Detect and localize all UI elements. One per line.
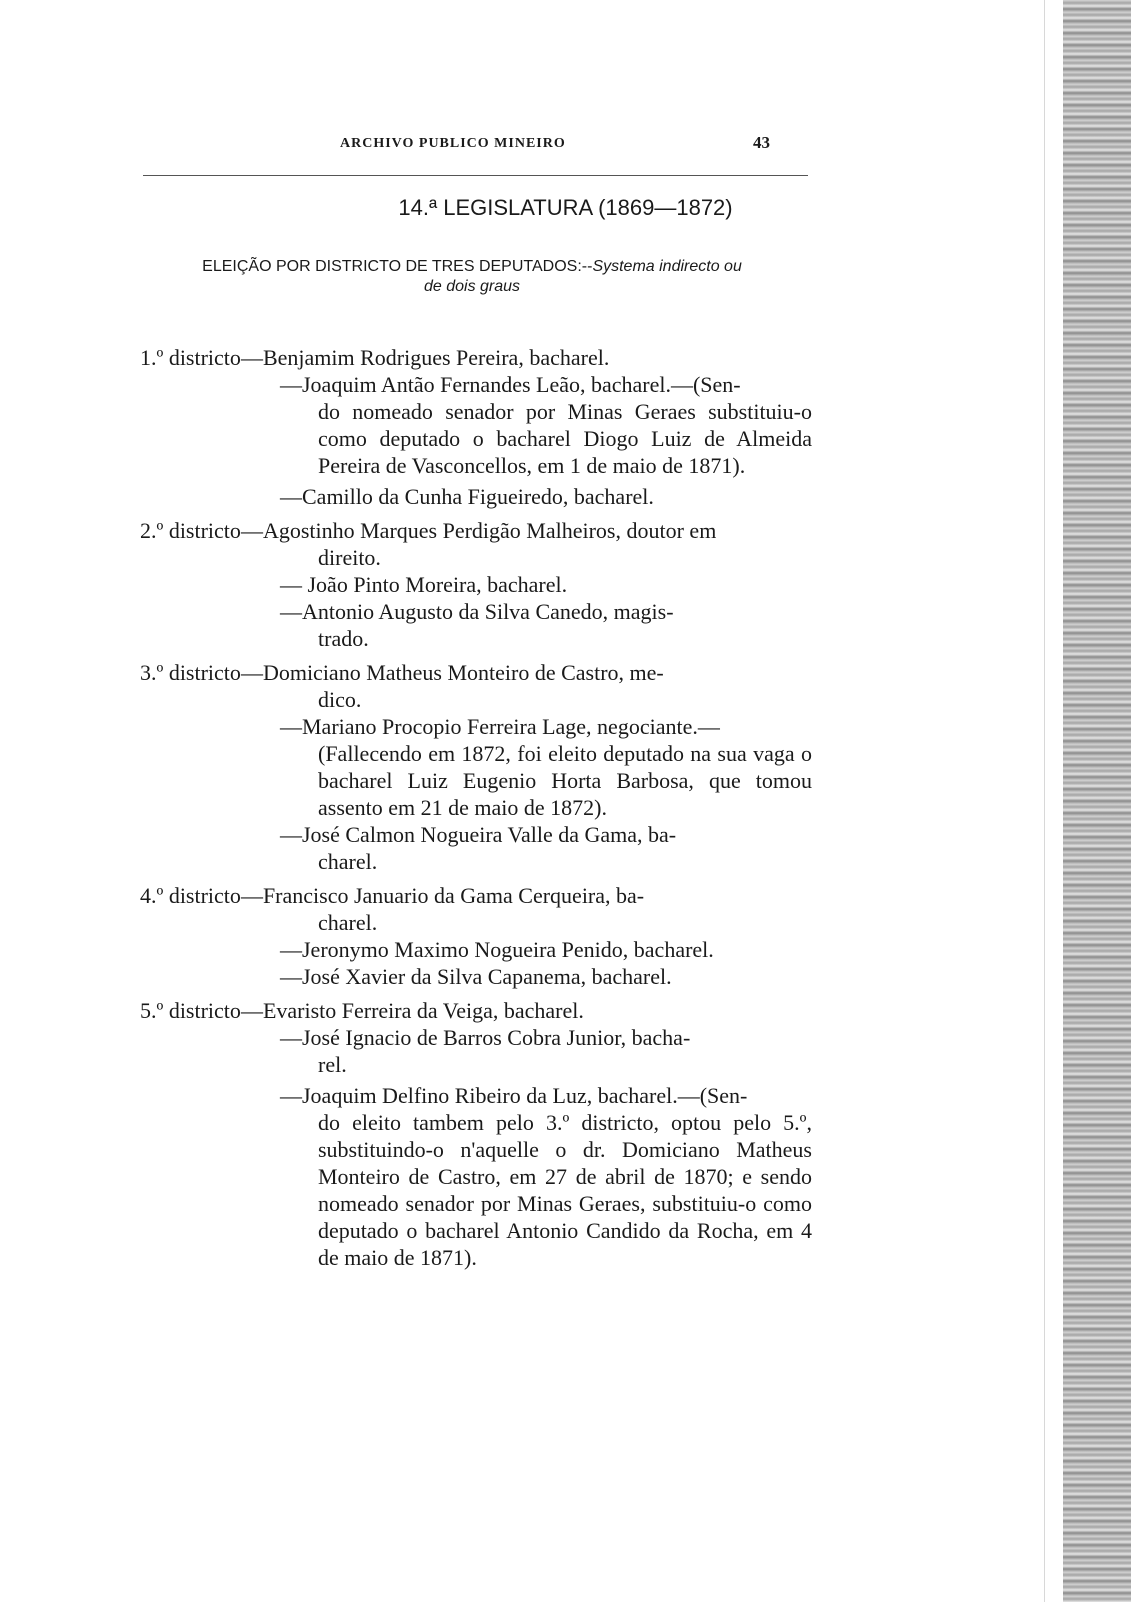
deputy-line: —Antonio Augusto da Silva Canedo, magis-: [280, 599, 674, 624]
running-title: ARCHIVO PUBLICO MINEIRO: [340, 136, 566, 151]
district-first-row: [140, 517, 812, 544]
subtitle-main: ELEIÇÃO POR DISTRICTO DE TRES DEPUTADOS:--: [202, 258, 593, 275]
district-label: 5.º districto: [140, 998, 241, 1023]
deputy-note: charel.: [318, 849, 378, 874]
deputy-entry-cont: [140, 909, 812, 936]
deputy-entry: [140, 713, 812, 821]
deputy-entry: [140, 936, 812, 963]
deputy-line: —José Ignacio de Barros Cobra Junior, bacha-: [280, 1025, 691, 1050]
deputy-note: do eleito tambem pelo 3.º districto, optou pelo 5.º, substituindo-o n'aquelle o dr. Domiciano Matheus Monteiro de Castro, em 27 de abril de 1870; e sendo nomeado senador por Minas Geraes, substituiu-o como deputado o bacharel Antonio Candido da Rocha, em 4 de maio de 1871).: [318, 1110, 812, 1270]
scan-page-edge: [1063, 0, 1131, 1602]
deputy-line: —Joaquim Delfino Ribeiro da Luz, bacharel.—(Sen-: [280, 1083, 748, 1108]
deputy-entry: [140, 571, 812, 598]
district-list: [140, 344, 812, 1278]
deputy-entry: —Domiciano Matheus Monteiro de Castro, me-: [240, 660, 664, 685]
district-2: [140, 517, 812, 652]
subtitle-system: Systema indirecto ou: [592, 258, 742, 275]
deputy-note: do nomeado senador por Minas Geraes substituiu-o como deputado o bacharel Diogo Luiz de Almeida Pereira de Vasconcellos, em 1 de maio de 1871).: [318, 399, 812, 478]
deputy-line: —Mariano Procopio Ferreira Lage, negociante.—: [280, 714, 720, 739]
header-rule: [143, 175, 808, 176]
deputy-entry: —Francisco Januario da Gama Cerqueira, ba-: [240, 883, 645, 908]
district-label: 2.º districto: [140, 518, 241, 543]
deputy-entry: [140, 483, 812, 510]
deputy-entry: [140, 821, 812, 875]
district-label: 3.º districto: [140, 660, 241, 685]
deputy-note: dico.: [318, 687, 362, 712]
deputy-line: —José Xavier da Silva Capanema, bacharel.: [280, 964, 672, 989]
deputy-note: direito.: [318, 545, 381, 570]
district-1: [140, 344, 812, 510]
district-5: [140, 997, 812, 1271]
running-header: [340, 133, 770, 158]
deputy-entry: [140, 963, 812, 990]
district-label: 1.º districto: [140, 345, 241, 370]
deputy-entry: [140, 1024, 812, 1078]
deputy-entry: [140, 598, 812, 652]
deputy-entry: [140, 1082, 812, 1271]
scan-edge-line: [1044, 0, 1045, 1602]
deputy-note: (Fallecendo em 1872, foi eleito deputado na sua vaga o bacharel Luiz Eugenio Horta Barbosa, que tomou assento em 21 de maio de 1872).: [318, 741, 812, 820]
deputy-entry: —Agostinho Marques Perdigão Malheiros, doutor em: [240, 518, 717, 543]
district-first-row: [140, 659, 812, 686]
deputy-entry: —Evaristo Ferreira da Veiga, bacharel.: [240, 998, 584, 1023]
deputy-note: charel.: [318, 910, 378, 935]
deputy-line: — João Pinto Moreira, bacharel.: [280, 572, 568, 597]
district-label: 4.º districto: [140, 883, 241, 908]
district-4: [140, 882, 812, 990]
page-title: 14.ª LEGISLATURA (1869—1872): [398, 195, 733, 220]
district-3: [140, 659, 812, 875]
deputy-line: —Jeronymo Maximo Nogueira Penido, bacharel.: [280, 937, 714, 962]
deputy-note: rel.: [318, 1052, 347, 1077]
deputy-entry-cont: [140, 544, 812, 571]
election-subtitle: [136, 257, 808, 297]
deputy-note: trado.: [318, 626, 369, 651]
district-first-row: [140, 882, 812, 909]
district-first-row: [140, 997, 812, 1024]
deputy-entry: [140, 371, 812, 479]
district-first-row: [140, 344, 812, 371]
subtitle-system-cont: de dois graus: [423, 278, 521, 295]
deputy-line: —Camillo da Cunha Figueiredo, bacharel.: [280, 484, 654, 509]
deputy-line: —José Calmon Nogueira Valle da Gama, ba-: [280, 822, 677, 847]
deputy-entry: —Benjamim Rodrigues Pereira, bacharel.: [240, 345, 610, 370]
page-number: 43: [753, 133, 770, 152]
deputy-line: —Joaquim Antão Fernandes Leão, bacharel.—(Sen-: [280, 372, 741, 397]
deputy-entry-cont: [140, 686, 812, 713]
